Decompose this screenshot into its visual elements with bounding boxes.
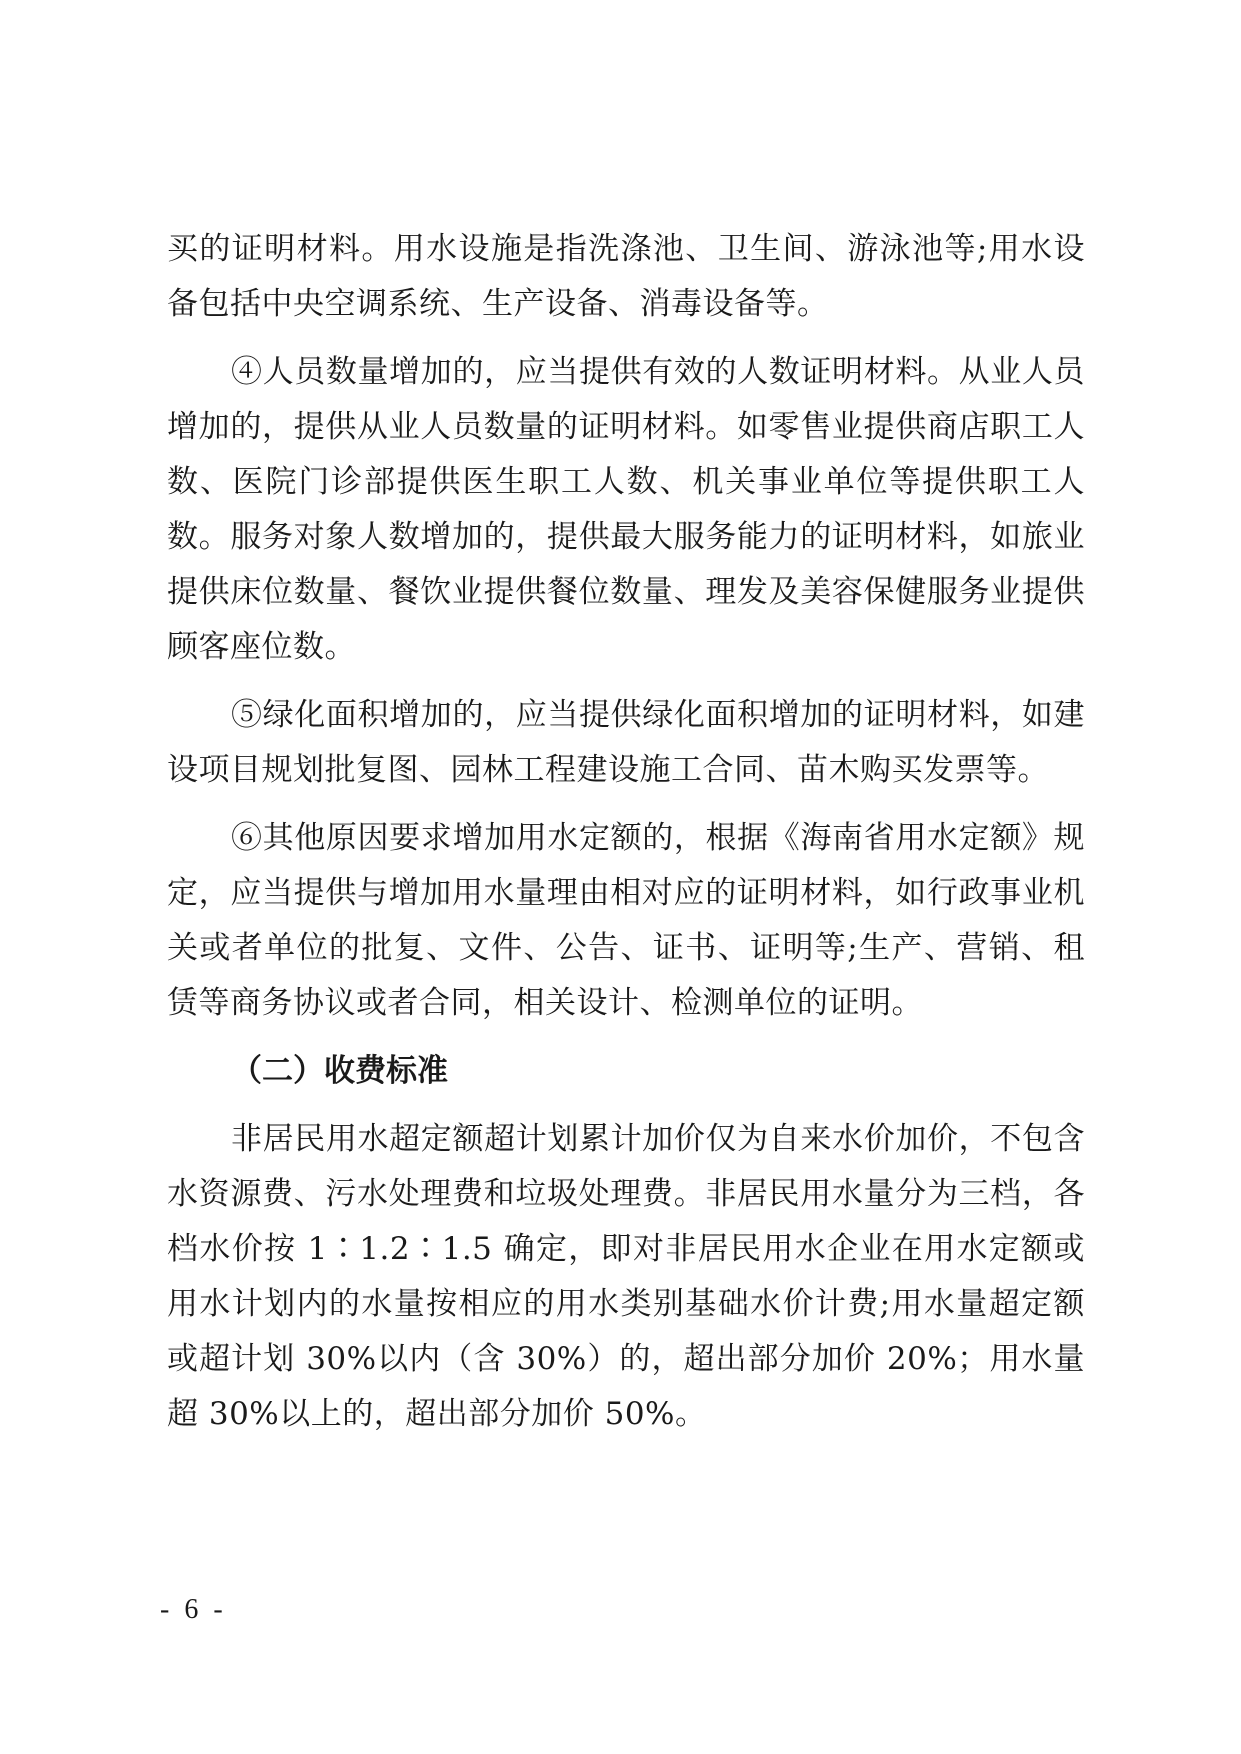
paragraph-other-reasons: ⑥其他原因要求增加用水定额的，根据《海南省用水定额》规定，应当提供与增加用水量理由相对应的证明材料，如行政事业机关或者单位的批复、文件、公告、证书、证明等;生产、营销、租赁等商务协议或者合同，相关设计、检测单位的证明。: [167, 820, 1085, 1021]
paragraph-personnel: ④人员数量增加的，应当提供有效的人数证明材料。从业人员增加的，提供从业人员数量的证明材料。如零售业提供商店职工人数、医院门诊部提供医生职工人数、机关事业单位等提供职工人数。服务对象人数增加的，提供最大服务能力的证明材料，如旅业提供床位数量、餐饮业提供餐位数量、理发及美容保健服务业提供顾客座位数。: [167, 354, 1085, 665]
paragraph-greening: ⑤绿化面积增加的，应当提供绿化面积增加的证明材料，如建设项目规划批复图、园林工程建设施工合同、苗木购买发票等。: [167, 697, 1085, 788]
section-heading: （二）收费标准: [231, 1053, 448, 1089]
paragraph-fee-standard: 非居民用水超定额超计划累计加价仅为自来水价加价，不包含水资源费、污水处理费和垃圾处理费。非居民用水量分为三档，各档水价按 1∶1.2∶1.5 确定，即对非居民用水企业在用水定额或用水计划内的水量按相应的用水类别基础水价计费;用水量超定额或超计划 30%以内（含 30%）的，超出部分加价 20%；用水量超 30%以上的，超出部分加价 50%。: [167, 1121, 1085, 1432]
page-number: - 6 -: [160, 1594, 227, 1625]
page-body: [167, 222, 1085, 1455]
paragraph-continued: 买的证明材料。用水设施是指洗涤池、卫生间、游泳池等;用水设备包括中央空调系统、生产设备、消毒设备等。: [167, 231, 1085, 322]
